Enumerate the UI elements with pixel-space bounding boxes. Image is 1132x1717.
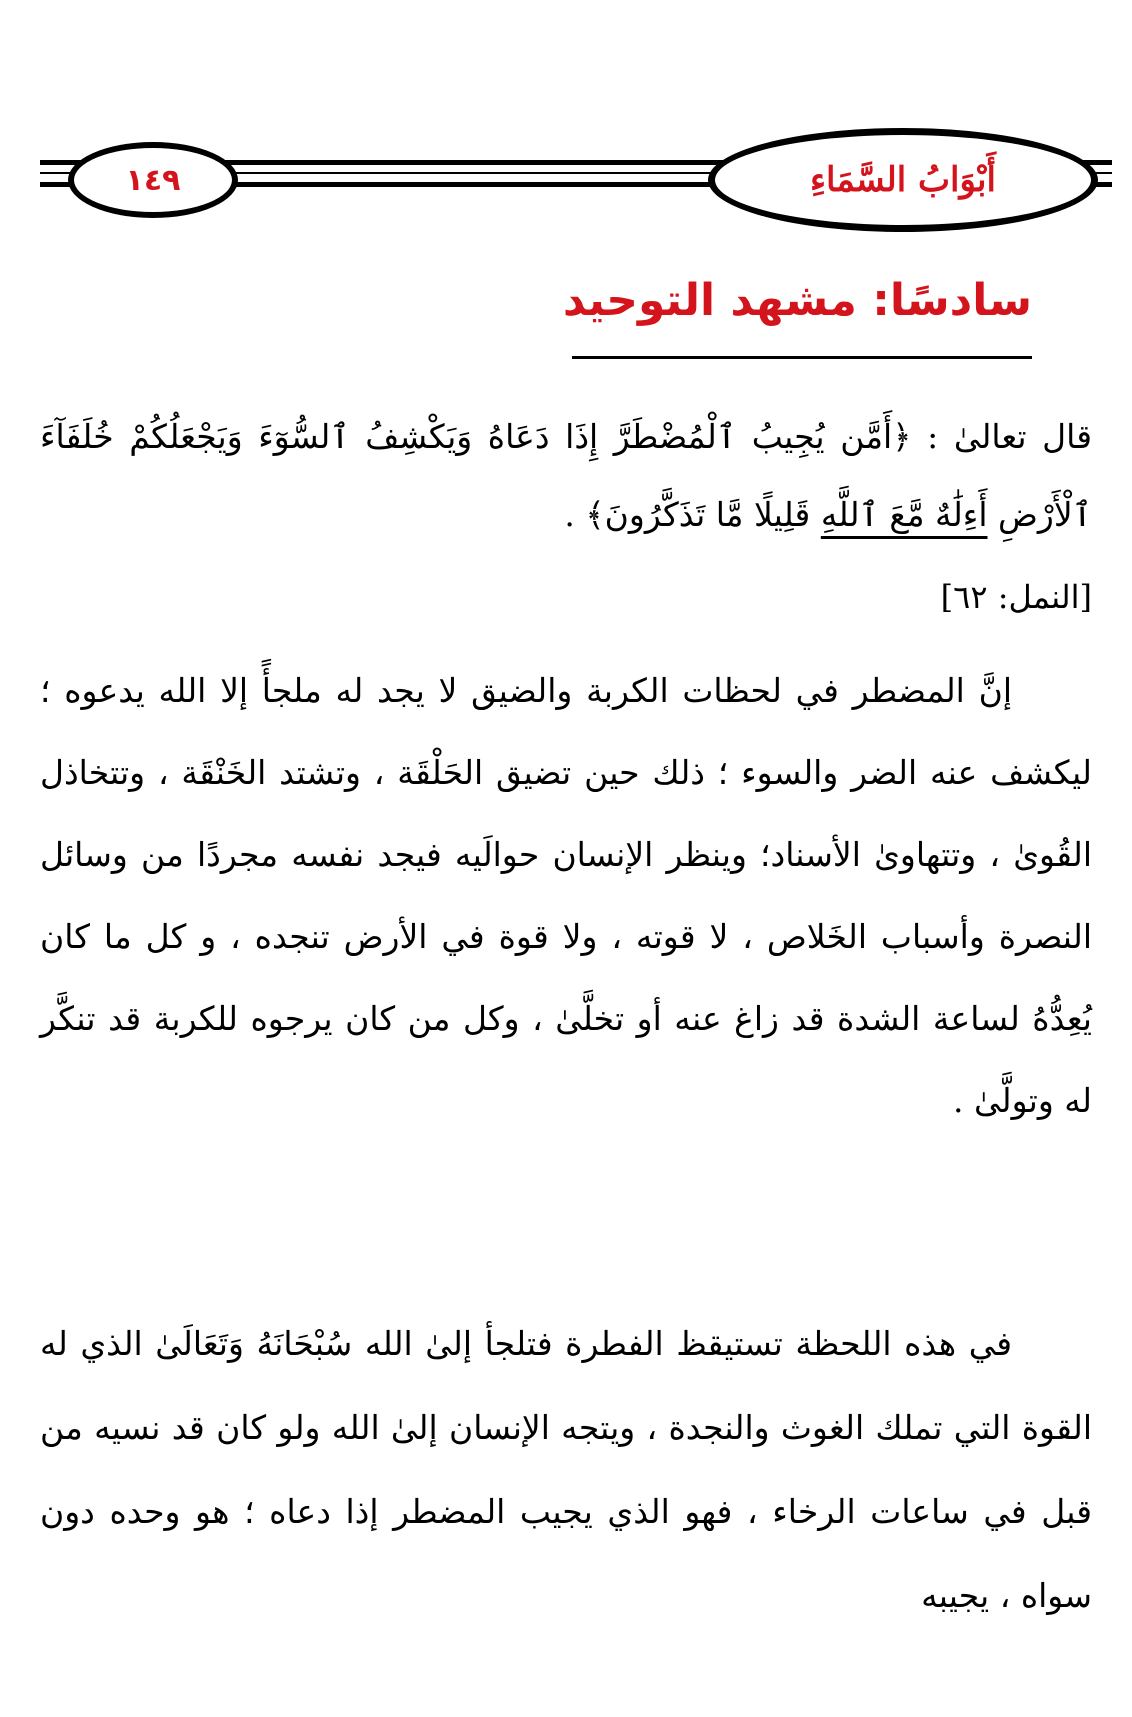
page-header [40, 120, 1112, 240]
verse-end: قَلِيلًا مَّا تَذَكَّرُونَ﴾ . [564, 495, 811, 534]
paragraph-text: إنَّ المضطر في لحظات الكربة والضيق لا يجد له ملجأً إلا الله يدعوه ؛ ليكشف عنه الضر والسوء ؛ ذلك حين تضيق الحَلْقَة ، وتشتد الخَنْقَة ، وتتخاذل القُوىٰ ، وتتهاوىٰ الأسناد؛ وينظر الإنسان حوالَيه فيجد نفسه مجردًا من وسائل النصرة وأسباب الخَلاص ، لا قوته ، ولا قوة في الأرض تنجده ، و كل ما كان يُعِدُّهُ لساعة الشدة قد زاغ عنه أو تخلَّىٰ ، وكل من كان يرجوه للكربة قد تنكَّر له وتولَّىٰ . [40, 671, 1092, 1120]
paragraph-2 [40, 1302, 1092, 1638]
paragraph-text: في هذه اللحظة تستيقظ الفطرة فتلجأ إلىٰ الله سُبْحَانَهُ وَتَعَالَىٰ الذي له القوة التي تملك الغوث والنجدة ، ويتجه الإنسان إلىٰ الله ولو كان قد نسيه من قبل في ساعات الرخاء ، فهو الذي يجيب المضطر إذا دعاه ؛ هو وحده دون سواه ، يجيبه [40, 1324, 1092, 1615]
page-number-oval [68, 142, 238, 218]
verse-underlined-text: أَءِلَٰهٌ مَّعَ ٱللَّهِ [820, 495, 988, 534]
paragraph-1 [40, 650, 1092, 1142]
book-title: أَبْوَابُ السَّمَاءِ [810, 160, 996, 200]
section-title: سادسًا: مشهد التوحيد [562, 275, 1032, 326]
section-title-underline [572, 356, 1032, 359]
quran-verse [40, 398, 1092, 554]
page-number: ١٤٩ [125, 162, 181, 198]
book-title-oval [708, 128, 1098, 232]
verse-text: قال تعالىٰ : ﴿أَمَّن يُجِيبُ ٱلْمُضْطَرَّ إِذَا دَعَاهُ وَيَكْشِفُ ٱلسُّوٓءَ وَيَجْعَلُكُمْ خُلَفَآءَ ٱلْأَرْضِ [40, 417, 1092, 534]
verse-reference: [النمل: ٦٢] [940, 578, 1092, 616]
